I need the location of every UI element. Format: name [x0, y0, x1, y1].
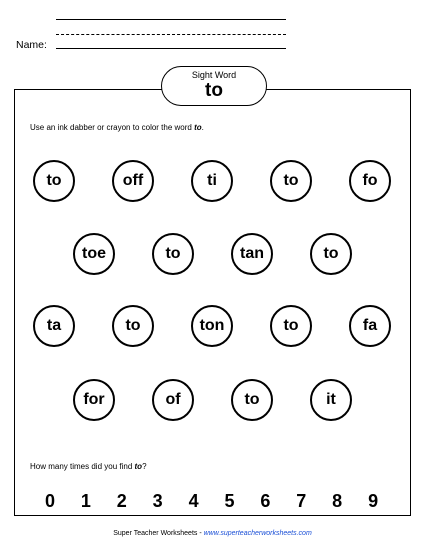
answer-number-1[interactable]: 1 [80, 491, 91, 511]
answer-number-9[interactable]: 9 [368, 491, 379, 511]
instruction-end: . [201, 123, 204, 132]
word-bubble[interactable]: of [152, 379, 194, 421]
question-word: to [134, 462, 143, 471]
question-text [30, 462, 147, 471]
word-bubble[interactable]: off [112, 160, 154, 202]
word-bubble[interactable]: fa [349, 305, 391, 347]
answer-number-5[interactable]: 5 [224, 491, 235, 511]
name-label: Name: [16, 39, 47, 51]
word-bubble[interactable]: to [270, 160, 312, 202]
answer-number-8[interactable]: 8 [332, 491, 343, 511]
footer-brand: Super Teacher Worksheets - [113, 530, 204, 537]
instruction-text [30, 123, 204, 132]
word-bubble[interactable]: it [310, 379, 352, 421]
word-bubble[interactable]: ti [191, 160, 233, 202]
word-bubble[interactable]: fo [349, 160, 391, 202]
answer-number-6[interactable]: 6 [260, 491, 271, 511]
instruction-word: to [194, 123, 202, 132]
word-bubble[interactable]: to [33, 160, 75, 202]
top-line [56, 19, 286, 20]
instruction-body: Use an ink dabber or crayon to color the word [30, 123, 195, 132]
word-bubble[interactable]: tan [231, 233, 273, 275]
word-bubble[interactable]: ton [191, 305, 233, 347]
name-line[interactable] [56, 48, 286, 49]
answer-number-3[interactable]: 3 [152, 491, 163, 511]
title-word: to [205, 80, 223, 101]
word-bubble[interactable]: ta [33, 305, 75, 347]
title-pill [161, 66, 267, 106]
worksheet-frame [14, 89, 411, 516]
word-bubble[interactable]: to [112, 305, 154, 347]
answer-number-7[interactable]: 7 [296, 491, 307, 511]
word-bubble[interactable]: toe [73, 233, 115, 275]
question-end: ? [142, 462, 147, 471]
answer-number-4[interactable]: 4 [188, 491, 199, 511]
word-bubble[interactable]: to [270, 305, 312, 347]
word-bubble[interactable]: for [73, 379, 115, 421]
answer-number-2[interactable]: 2 [116, 491, 127, 511]
word-bubble[interactable]: to [152, 233, 194, 275]
dashed-guide-line [56, 34, 286, 35]
question-body: How many times did you find [30, 462, 135, 471]
footer-url[interactable]: www.superteacherworksheets.com [203, 530, 312, 537]
word-bubble[interactable]: to [310, 233, 352, 275]
answer-number-0[interactable]: 0 [44, 491, 55, 511]
title-subtitle: Sight Word [191, 70, 237, 80]
footer [0, 530, 425, 537]
word-bubble[interactable]: to [231, 379, 273, 421]
answer-numbers [0, 490, 425, 512]
